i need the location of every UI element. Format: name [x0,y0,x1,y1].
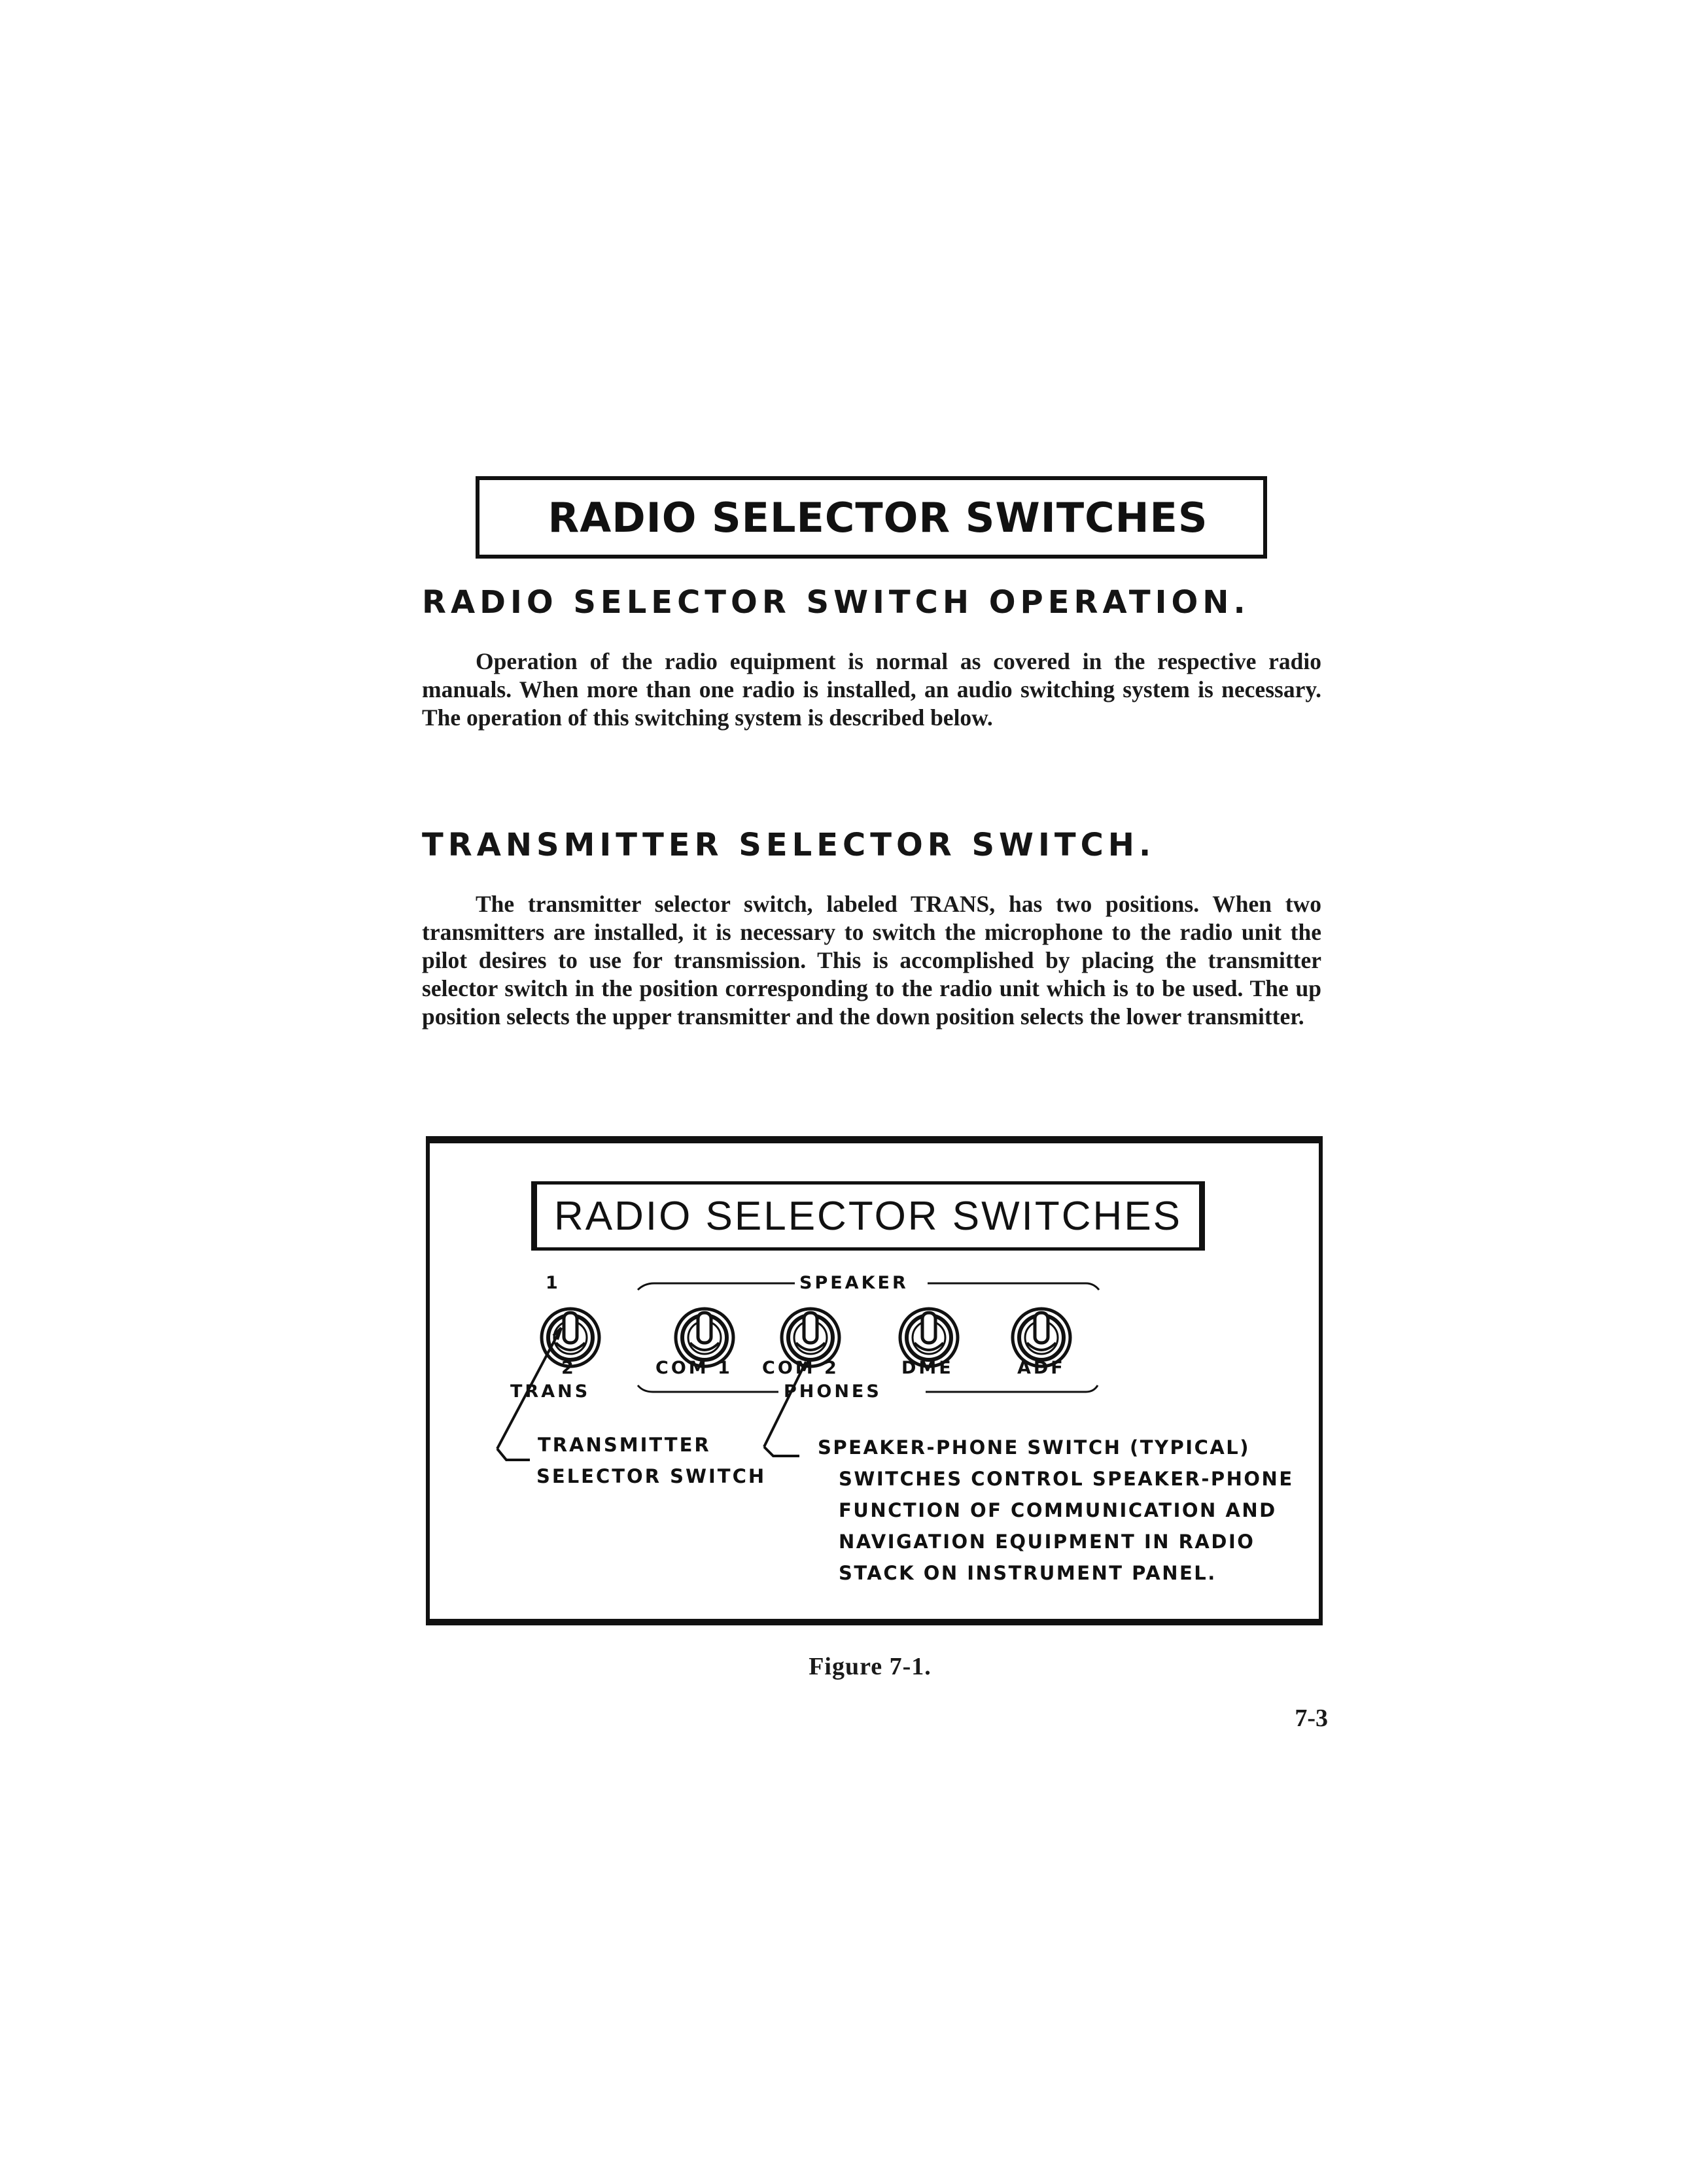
speaker-phone-callout-line-5: STACK ON INSTRUMENT PANEL. [839,1562,1217,1584]
trans-position-1: 1 [546,1273,561,1293]
section-heading-operation: RADIO SELECTOR SWITCH OPERATION. [422,584,1250,621]
page-title: RADIO SELECTOR SWITCHES [548,493,1208,542]
speaker-phone-callout-line-2: SWITCHES CONTROL SPEAKER-PHONE [839,1468,1294,1490]
phones-label: PHONES [784,1381,882,1402]
transmitter-callout-line-1: TRANSMITTER [538,1434,711,1456]
figure-caption: Figure 7-1. [809,1653,932,1680]
switch-label-dme: DME [901,1358,954,1378]
trans-position-2: 2 [561,1358,576,1378]
speaker-label: SPEAKER [799,1273,909,1293]
speaker-phone-callout-line-3: FUNCTION OF COMMUNICATION AND [839,1499,1277,1521]
transmitter-callout-line-2: SELECTOR SWITCH [536,1465,767,1487]
trans-label: TRANS [510,1381,591,1402]
switch-label-com1: COM 1 [655,1358,733,1378]
speaker-phone-callout-line-4: NAVIGATION EQUIPMENT IN RADIO [839,1531,1255,1553]
switch-label-adf: ADF [1017,1358,1066,1378]
section-body-transmitter: The transmitter selector switch, labeled TRANS, has two positions. When two transmitters are installed, it is necessary to switch the microphone to the radio unit the pilot desires to use for transmission. This is accomplished by placing the transmitter selector switch in the position corresponding to the radio unit which is to be used. The up position selects the upper transmitter and the down position selects the lower transmitter. [422,891,1321,1030]
section-heading-transmitter: TRANSMITTER SELECTOR SWITCH. [422,827,1156,863]
speaker-phone-callout-line-1: SPEAKER-PHONE SWITCH (TYPICAL) [818,1436,1251,1459]
section-body-operation: Operation of the radio equipment is normal as covered in the respective radio manuals. When more than one radio is installed, an audio switching system is necessary. The operation of this switching system is described below. [422,648,1321,731]
panel-title: RADIO SELECTOR SWITCHES [553,1193,1183,1239]
page-number: 7-3 [1295,1705,1328,1732]
switch-label-com2: COM 2 [762,1358,839,1378]
